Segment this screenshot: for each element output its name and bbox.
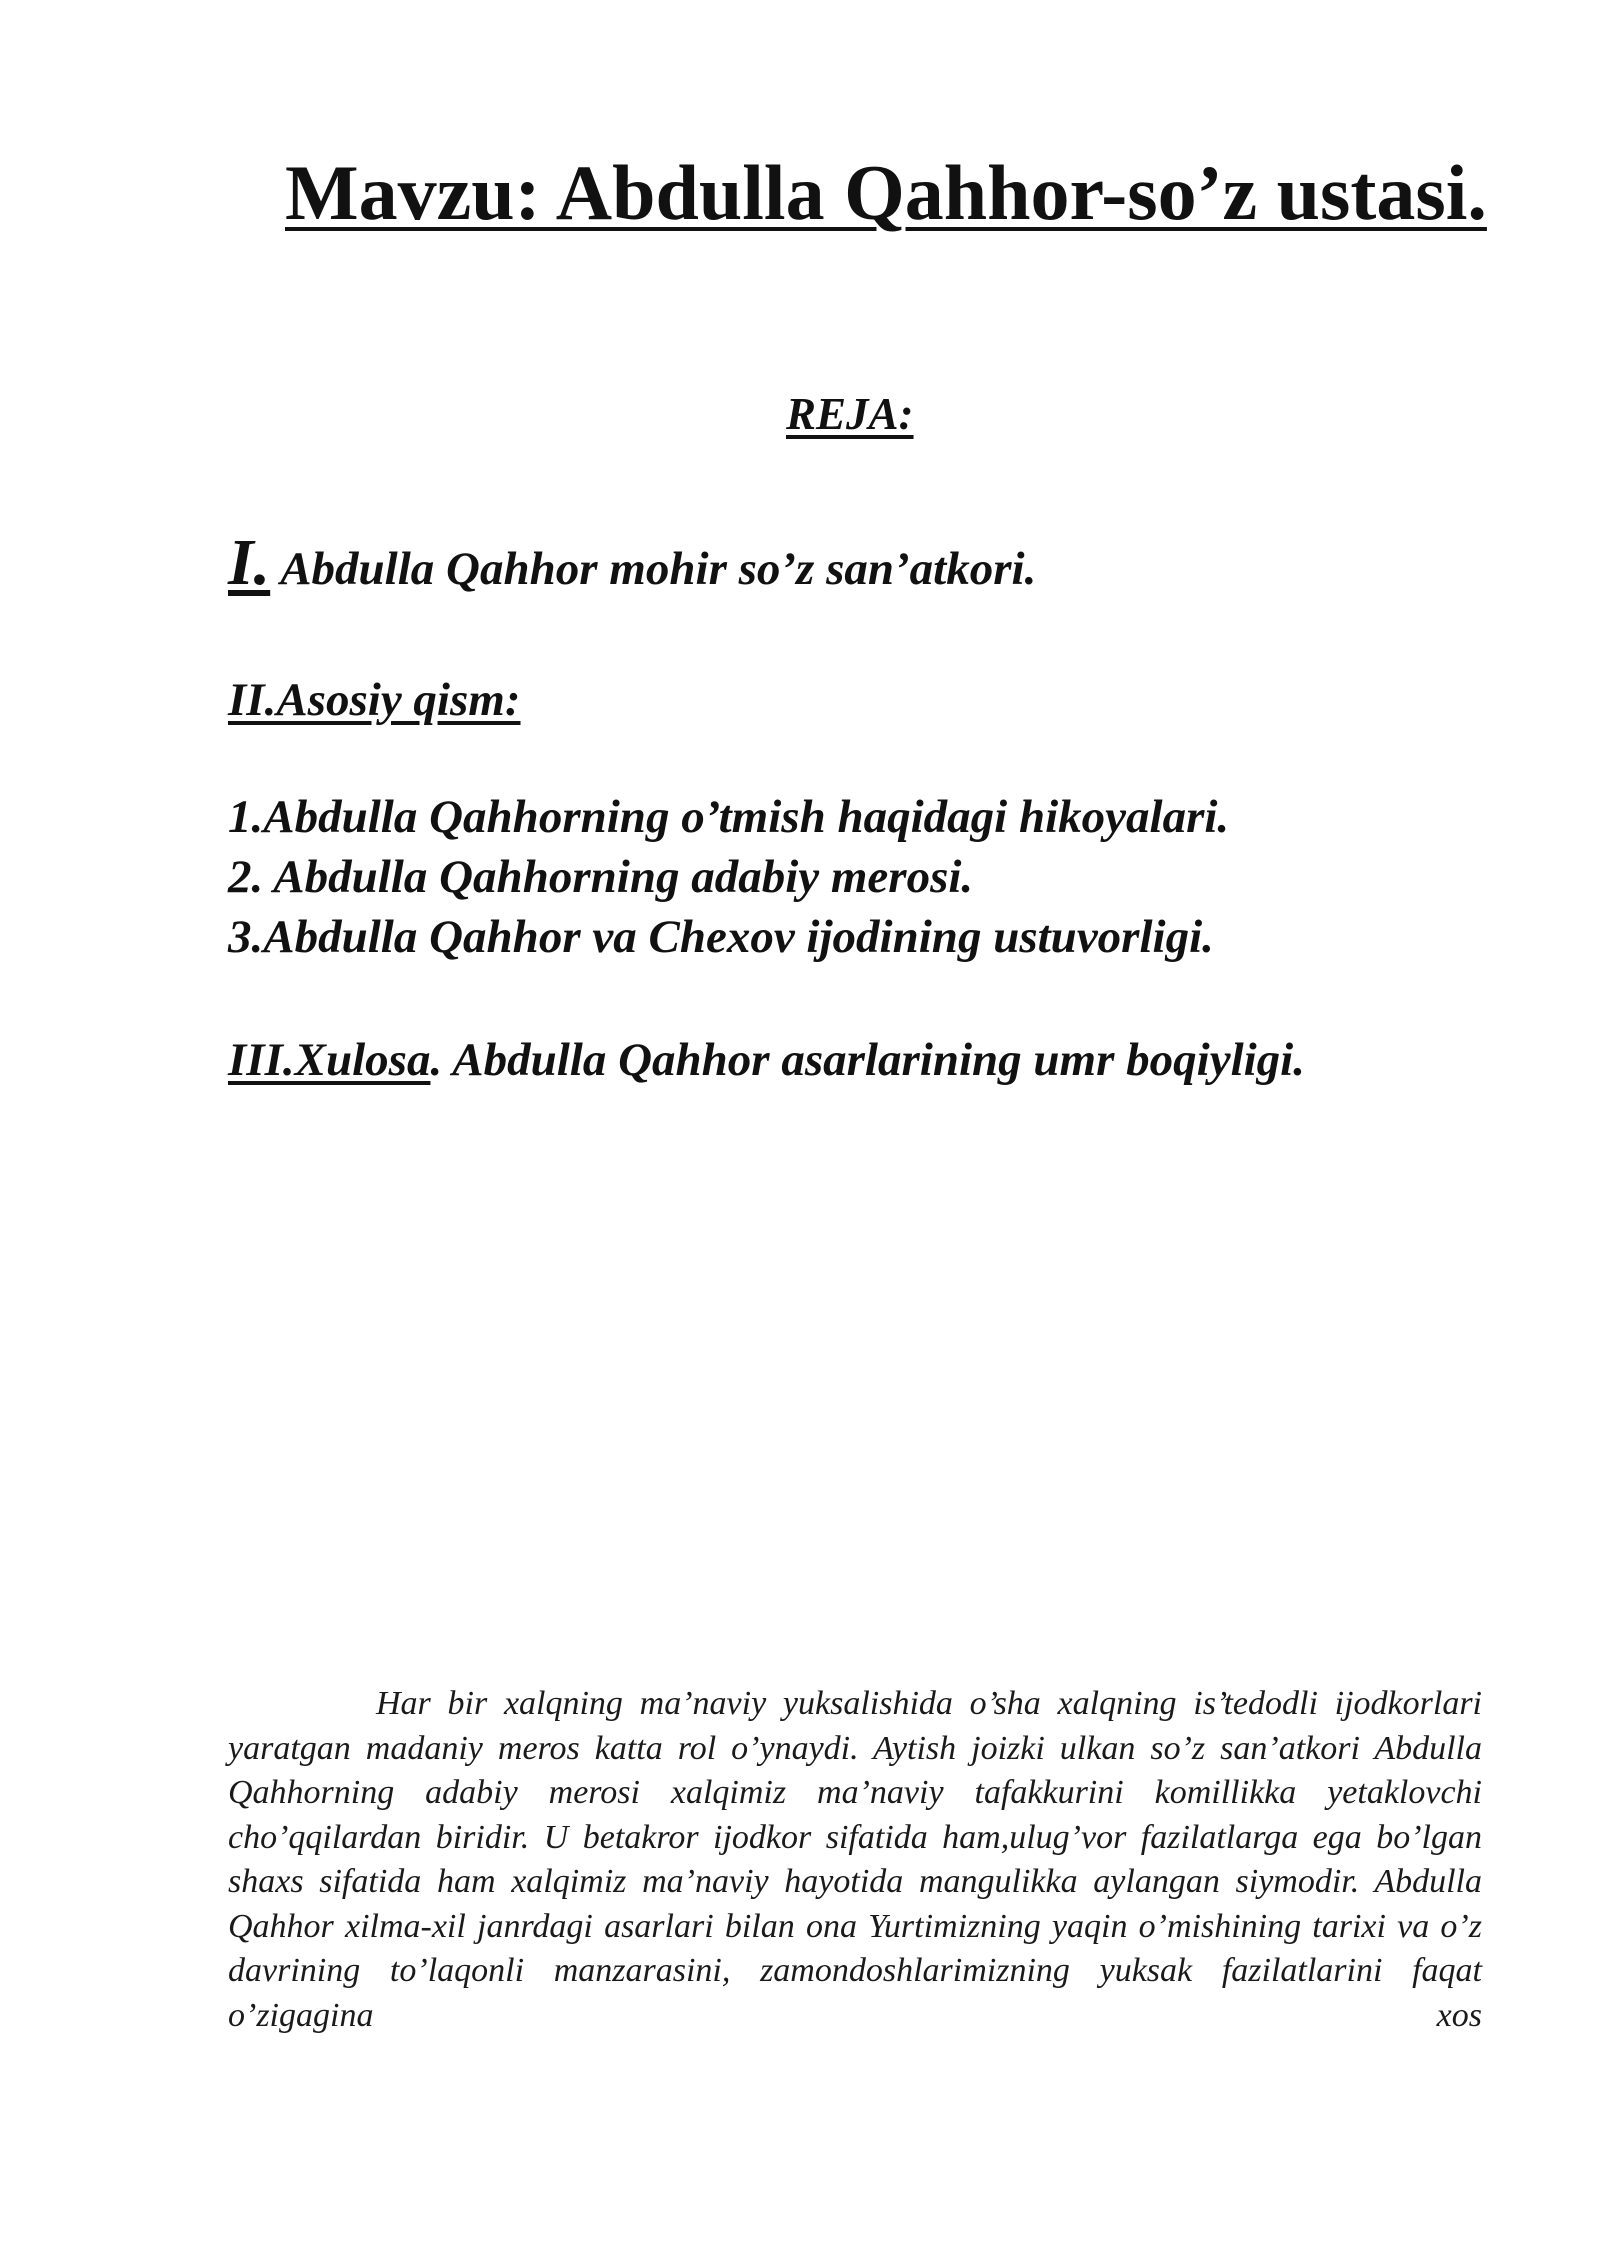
document-title: Mavzu: Abdulla Qahhor-so’z ustasi. <box>285 149 1487 236</box>
plan-intro-text: Abdulla Qahhor mohir so’z san’atkori. <box>270 543 1037 595</box>
plan-main-heading: II.Asosiy qism: <box>228 674 521 726</box>
plan-intro-numeral: I. <box>228 526 271 599</box>
body-text <box>228 1682 1482 2038</box>
plan-conclusion <box>228 1033 1305 1087</box>
plan-item: 1.Abdulla Qahhorning o’tmish haqidagi hikoyalari. <box>228 791 1230 843</box>
plan-item: 2. Abdulla Qahhorning adabiy merosi. <box>228 851 974 903</box>
plan-heading: REJA: <box>786 389 914 439</box>
body-paragraph: Har bir xalqning ma’naviy yuksalishida o’sha xalqning is’tedodli ijodkorlari yaratgan madaniy meros katta rol o’ynaydi. Aytish joizki ulkan so’z san’atkori Abdulla Qahhorning adabiy merosi xalqimiz ma’naviy tafakkurini komillikka yetaklovchi cho’qqilardan biridir. U betakror ijodkor sifatida ham,ulug’vor fazilatlarga ega bo’lgan shaxs sifatida ham xalqimiz ma’naviy hayotida mangulikka aylangan siymodir. Abdulla Qahhor xilma-xil janrdagi asarlari bilan ona Yurtimizning yaqin o’mishining tarixi va o’z davrining to’laqonli manzarasini, zamondoshlarimizning yuksak fazilatlarini faqat o’zigagina xos <box>228 1685 1482 2034</box>
plan-conclusion-text: . Abdulla Qahhor asarlarining umr boqiyligi. <box>430 1034 1305 1086</box>
plan-conclusion-label: III.Xulosa <box>228 1034 431 1086</box>
plan-item: 3.Abdulla Qahhor va Chexov ijodining ustuvorligi. <box>228 911 1214 963</box>
plan-intro <box>228 525 1036 601</box>
